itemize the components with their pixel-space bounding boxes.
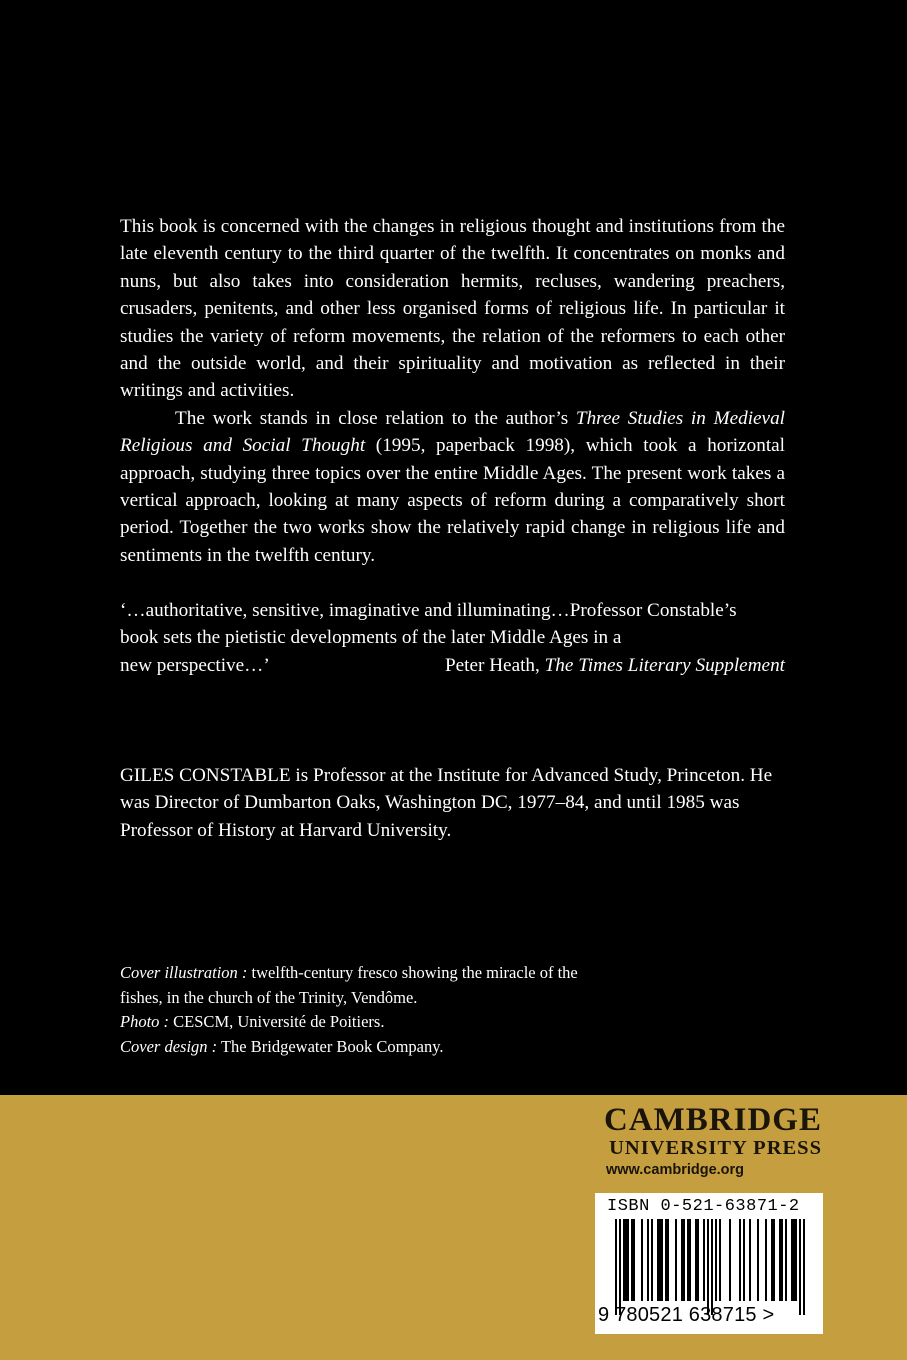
barcode-bar xyxy=(675,1219,677,1301)
review-line-1: ‘…authoritative, sensitive, imaginative and illuminating…Professor Constable’s xyxy=(120,600,737,621)
photo-text: CESCM, Université de Poitiers. xyxy=(169,1012,385,1031)
paragraph-2-rest: (1995, paperback 1998), which took a horizontal approach, studying three topics over the entire Middle Ages. The present work takes a vertical approach, looking at many aspects of reform during a comparatively short period. Together the two works show the relatively rapid change in religious life and sentiments in the twelfth century. xyxy=(120,435,785,566)
design-credit xyxy=(120,1035,620,1060)
description-paragraph-2 xyxy=(120,405,785,569)
barcode-bar xyxy=(687,1219,689,1301)
barcode-bar xyxy=(625,1219,627,1301)
author-bio-text xyxy=(120,762,785,844)
design-label: Cover design : xyxy=(120,1036,218,1056)
barcode-bar xyxy=(803,1219,805,1315)
barcode-bar xyxy=(627,1219,629,1301)
barcode-bar xyxy=(799,1219,801,1315)
barcode-bar xyxy=(633,1219,635,1301)
review-publication: The Times Literary Supplement xyxy=(544,654,785,676)
barcode-bar xyxy=(631,1219,633,1301)
barcode-bar xyxy=(711,1219,713,1315)
photo-credit xyxy=(120,1010,620,1035)
book-description xyxy=(120,213,785,569)
cover-credits xyxy=(120,961,620,1059)
barcode-bar xyxy=(791,1219,793,1301)
barcode-bar xyxy=(739,1219,741,1301)
paragraph-2-intro: The work stands in close relation to the author’s xyxy=(175,407,576,429)
publisher-logo xyxy=(604,1103,822,1181)
barcode-bar xyxy=(681,1219,683,1301)
barcode-bar xyxy=(793,1219,795,1301)
barcode-bar xyxy=(795,1219,797,1301)
description-paragraph-1: This book is concerned with the changes in religious thought and institutions from the late eleventh century to the third quarter of the twelfth. It concentrates on monks and nuns, but also takes into consideration hermits, recluses, wandering preachers, crusaders, penitents, and other less organised forms of religious life. In particular it studies the variety of reform movements, the relation of the reformers to each other and the outside world, and their spirituality and motivation as reflected in their writings and activities. xyxy=(120,216,785,402)
barcode-bar xyxy=(779,1219,781,1301)
ean-number: 9 780521 638715 > xyxy=(598,1304,775,1326)
barcode-bar xyxy=(729,1219,731,1301)
reviewer-name: Peter Heath, xyxy=(444,654,545,676)
barcode-bar xyxy=(697,1219,699,1301)
review-line-3 xyxy=(120,652,785,679)
barcode-bar xyxy=(659,1219,661,1301)
isbn-number: ISBN 0-521-63871-2 xyxy=(607,1197,800,1216)
barcode-bar xyxy=(647,1219,649,1301)
barcode-bar xyxy=(719,1219,721,1301)
review-line-2: book sets the pietistic developments of the later Middle Ages in a xyxy=(120,627,622,649)
publisher-press: UNIVERSITY PRESS xyxy=(609,1137,822,1159)
barcode-bar xyxy=(619,1219,621,1315)
barcode-bar xyxy=(641,1219,643,1301)
isbn-barcode xyxy=(595,1193,823,1334)
publisher-url: www.cambridge.org xyxy=(605,1162,745,1178)
barcode-bar xyxy=(651,1219,653,1301)
publisher-name: CAMBRIDGE xyxy=(603,1102,822,1138)
author-name: GILES CONSTABLE xyxy=(120,765,291,786)
barcode-bar xyxy=(715,1219,717,1301)
barcode-bar xyxy=(661,1219,663,1301)
author-bio: is Professor at the Institute for Advanced Study, Princeton. He was Director of Dumbarton Oaks, Washington DC, 1977–84, and until 1985 was Professor of History at Harvard University. xyxy=(120,765,773,841)
barcode-bar xyxy=(749,1219,751,1301)
review-attribution xyxy=(445,652,785,679)
barcode-bar xyxy=(689,1219,691,1301)
barcode-bar xyxy=(785,1219,787,1301)
design-text: The Bridgewater Book Company. xyxy=(217,1036,444,1056)
illustration-credit xyxy=(120,961,620,1010)
illustration-text: twelfth-century fresco showing the miracle of the fishes, in the church of the Trinity, Vendôme. xyxy=(120,963,578,1007)
barcode-bar xyxy=(757,1219,759,1301)
barcode-bar xyxy=(695,1219,697,1301)
barcode-bar xyxy=(703,1219,705,1301)
barcode-bar xyxy=(615,1219,617,1315)
barcode-bar xyxy=(771,1219,773,1301)
review-line-3-text: new perspective…’ xyxy=(120,654,270,676)
barcode-bar xyxy=(623,1219,625,1301)
barcode-bar xyxy=(765,1219,767,1301)
photo-label: Photo : xyxy=(120,1012,170,1031)
related-book-title: Three Studies in Medieval Religious and Social Thought xyxy=(120,407,785,457)
barcode-bar xyxy=(743,1219,745,1301)
barcode-bar xyxy=(773,1219,775,1301)
barcode-bar xyxy=(665,1219,667,1301)
illustration-label: Cover illustration : xyxy=(120,963,248,982)
author-biography xyxy=(120,762,785,844)
review-quote xyxy=(120,597,785,679)
barcode-bar xyxy=(667,1219,669,1301)
barcode-bar xyxy=(781,1219,783,1301)
barcode-bar xyxy=(707,1219,709,1315)
barcode-bar xyxy=(657,1219,659,1301)
barcode-bar xyxy=(683,1219,685,1301)
